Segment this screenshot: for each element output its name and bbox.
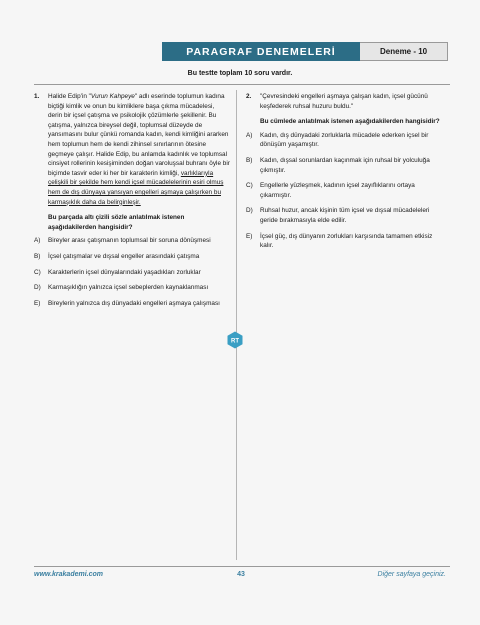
option-text: İçsel çatışmalar ve dışsal engeller arasındaki çatışma [48, 252, 200, 260]
question-2-options [246, 131, 442, 251]
question-2-body [246, 92, 442, 127]
underlined-passage: varlıklarıyla çelişkili bir şekilde hem kendi içsel mücadelelerinin esiri olmuş hem de dış dünyaya yansıyan engelleri aşmaya çalışırken bu karmaşıklık daha da belirginleşir. [48, 169, 224, 206]
question-1-options [34, 236, 230, 308]
question-number: 1. [34, 93, 40, 100]
footer-website-link[interactable]: www.krakademi.com [34, 571, 103, 578]
option-letter: A) [34, 237, 41, 245]
question-1-option-e[interactable] [34, 299, 230, 309]
question-1-body [34, 92, 230, 232]
option-letter: D) [246, 207, 253, 215]
option-text: Engellerle yüzleşmek, kadının içsel zayıflıklarını ortaya çıkarmıştır. [260, 182, 415, 199]
publisher-logo-icon [226, 331, 244, 349]
question-2-option-d[interactable] [246, 206, 442, 225]
option-text: Karakterlerin içsel dünyalarındaki yaşadıkları zorluklar [48, 268, 201, 276]
question-2 [246, 92, 442, 257]
svg-text:RT: RT [231, 338, 239, 345]
option-letter: C) [34, 268, 41, 276]
question-number: 2. [246, 93, 252, 100]
question-1-text-start: Halide Edip'in " [48, 93, 91, 100]
option-letter: C) [246, 182, 253, 190]
question-1-prompt: Bu parçada altı çizili sözle anlatılmak istenen aşağıdakilerden hangisidir? [48, 214, 185, 231]
header-rule [34, 84, 450, 85]
page-number: 43 [237, 571, 245, 578]
option-text: Kadın, dış dünyadaki zorluklarla mücadele ederken içsel bir dönüşüm yaşamıştır. [260, 131, 429, 149]
question-1-text [48, 92, 230, 207]
deneme-label: Deneme - 10 [380, 47, 428, 56]
column-divider [236, 90, 237, 560]
book-title: Vurun Kahpeye [90, 93, 135, 100]
option-text: İçsel güç, dış dünyanın zorlukları karşısında tamamen etkisiz kalır. [260, 232, 433, 250]
option-letter: D) [34, 284, 41, 292]
next-page-note: Diğer sayfaya geçiniz. [377, 571, 446, 578]
option-text: Bireylerin yalnızca dış dünyadaki engelleri aşmaya çalışması [48, 299, 220, 307]
question-2-option-b[interactable] [246, 156, 442, 175]
option-text: Ruhsal huzur, ancak kişinin tüm içsel ve dışsal mücadeleleri geride bırakmasıyla elde edilir. [260, 207, 430, 224]
footer-rule [34, 566, 450, 567]
question-1-option-b[interactable] [34, 252, 230, 262]
option-letter: B) [246, 156, 253, 164]
option-letter: E) [246, 232, 253, 240]
page-title: PARAGRAF DENEMELERİ [162, 42, 360, 61]
question-1-option-c[interactable] [34, 268, 230, 278]
option-text: Kadın, dışsal sorunlardan kaçınmak için ruhsal bir yolculuğa çıkmıştır. [260, 156, 430, 174]
question-2-option-a[interactable] [246, 131, 442, 150]
option-text: Bireyler arası çatışmanın toplumsal bir soruna dönüşmesi [48, 237, 211, 245]
option-letter: A) [246, 131, 253, 139]
question-1-option-a[interactable] [34, 236, 230, 246]
question-2-option-c[interactable] [246, 181, 442, 200]
question-1 [34, 92, 230, 314]
question-1-option-d[interactable] [34, 283, 230, 293]
question-2-text: "Çevresindeki engelleri aşmaya çalışan kadın, içsel gücünü keşfederek ruhsal huzuru buldu." [260, 93, 428, 110]
question-2-prompt: Bu cümlede anlatılmak istenen aşağıdakilerden hangisidir? [260, 118, 440, 126]
test-note: Bu testte toplam 10 soru vardır. [187, 70, 293, 77]
question-1-text-mid: " adlı eserinde toplumun kadına biçtiği kimlik ve onun bu kimliklere başa çıkma mücadelesi, derin bir içsel çatışma ve psikolojik çözümlerle şekillenir. Bu çatışma, yalnızca bireysel değil, toplumsal düzeyde de yansımasını bulur çünkü romanda kadın, kendi kimliğini ararken hem toplumun hem de kendi zihinsel sınırlarının ötesine geçmeye çalışır. Halide Edip, bu anlamda kadınlık ve toplumsal cinsiyet rollerinin kesişiminden doğan varoluşsal buhranı öyle bir biçimde tasvir eder ki her bir karakterin kimliği, [48, 93, 230, 177]
option-letter: E) [34, 299, 41, 307]
option-text: Karmaşıklığın yalnızca içsel sebeplerden kaynaklanması [48, 284, 209, 292]
question-2-option-e[interactable] [246, 232, 442, 251]
option-letter: B) [34, 252, 41, 260]
